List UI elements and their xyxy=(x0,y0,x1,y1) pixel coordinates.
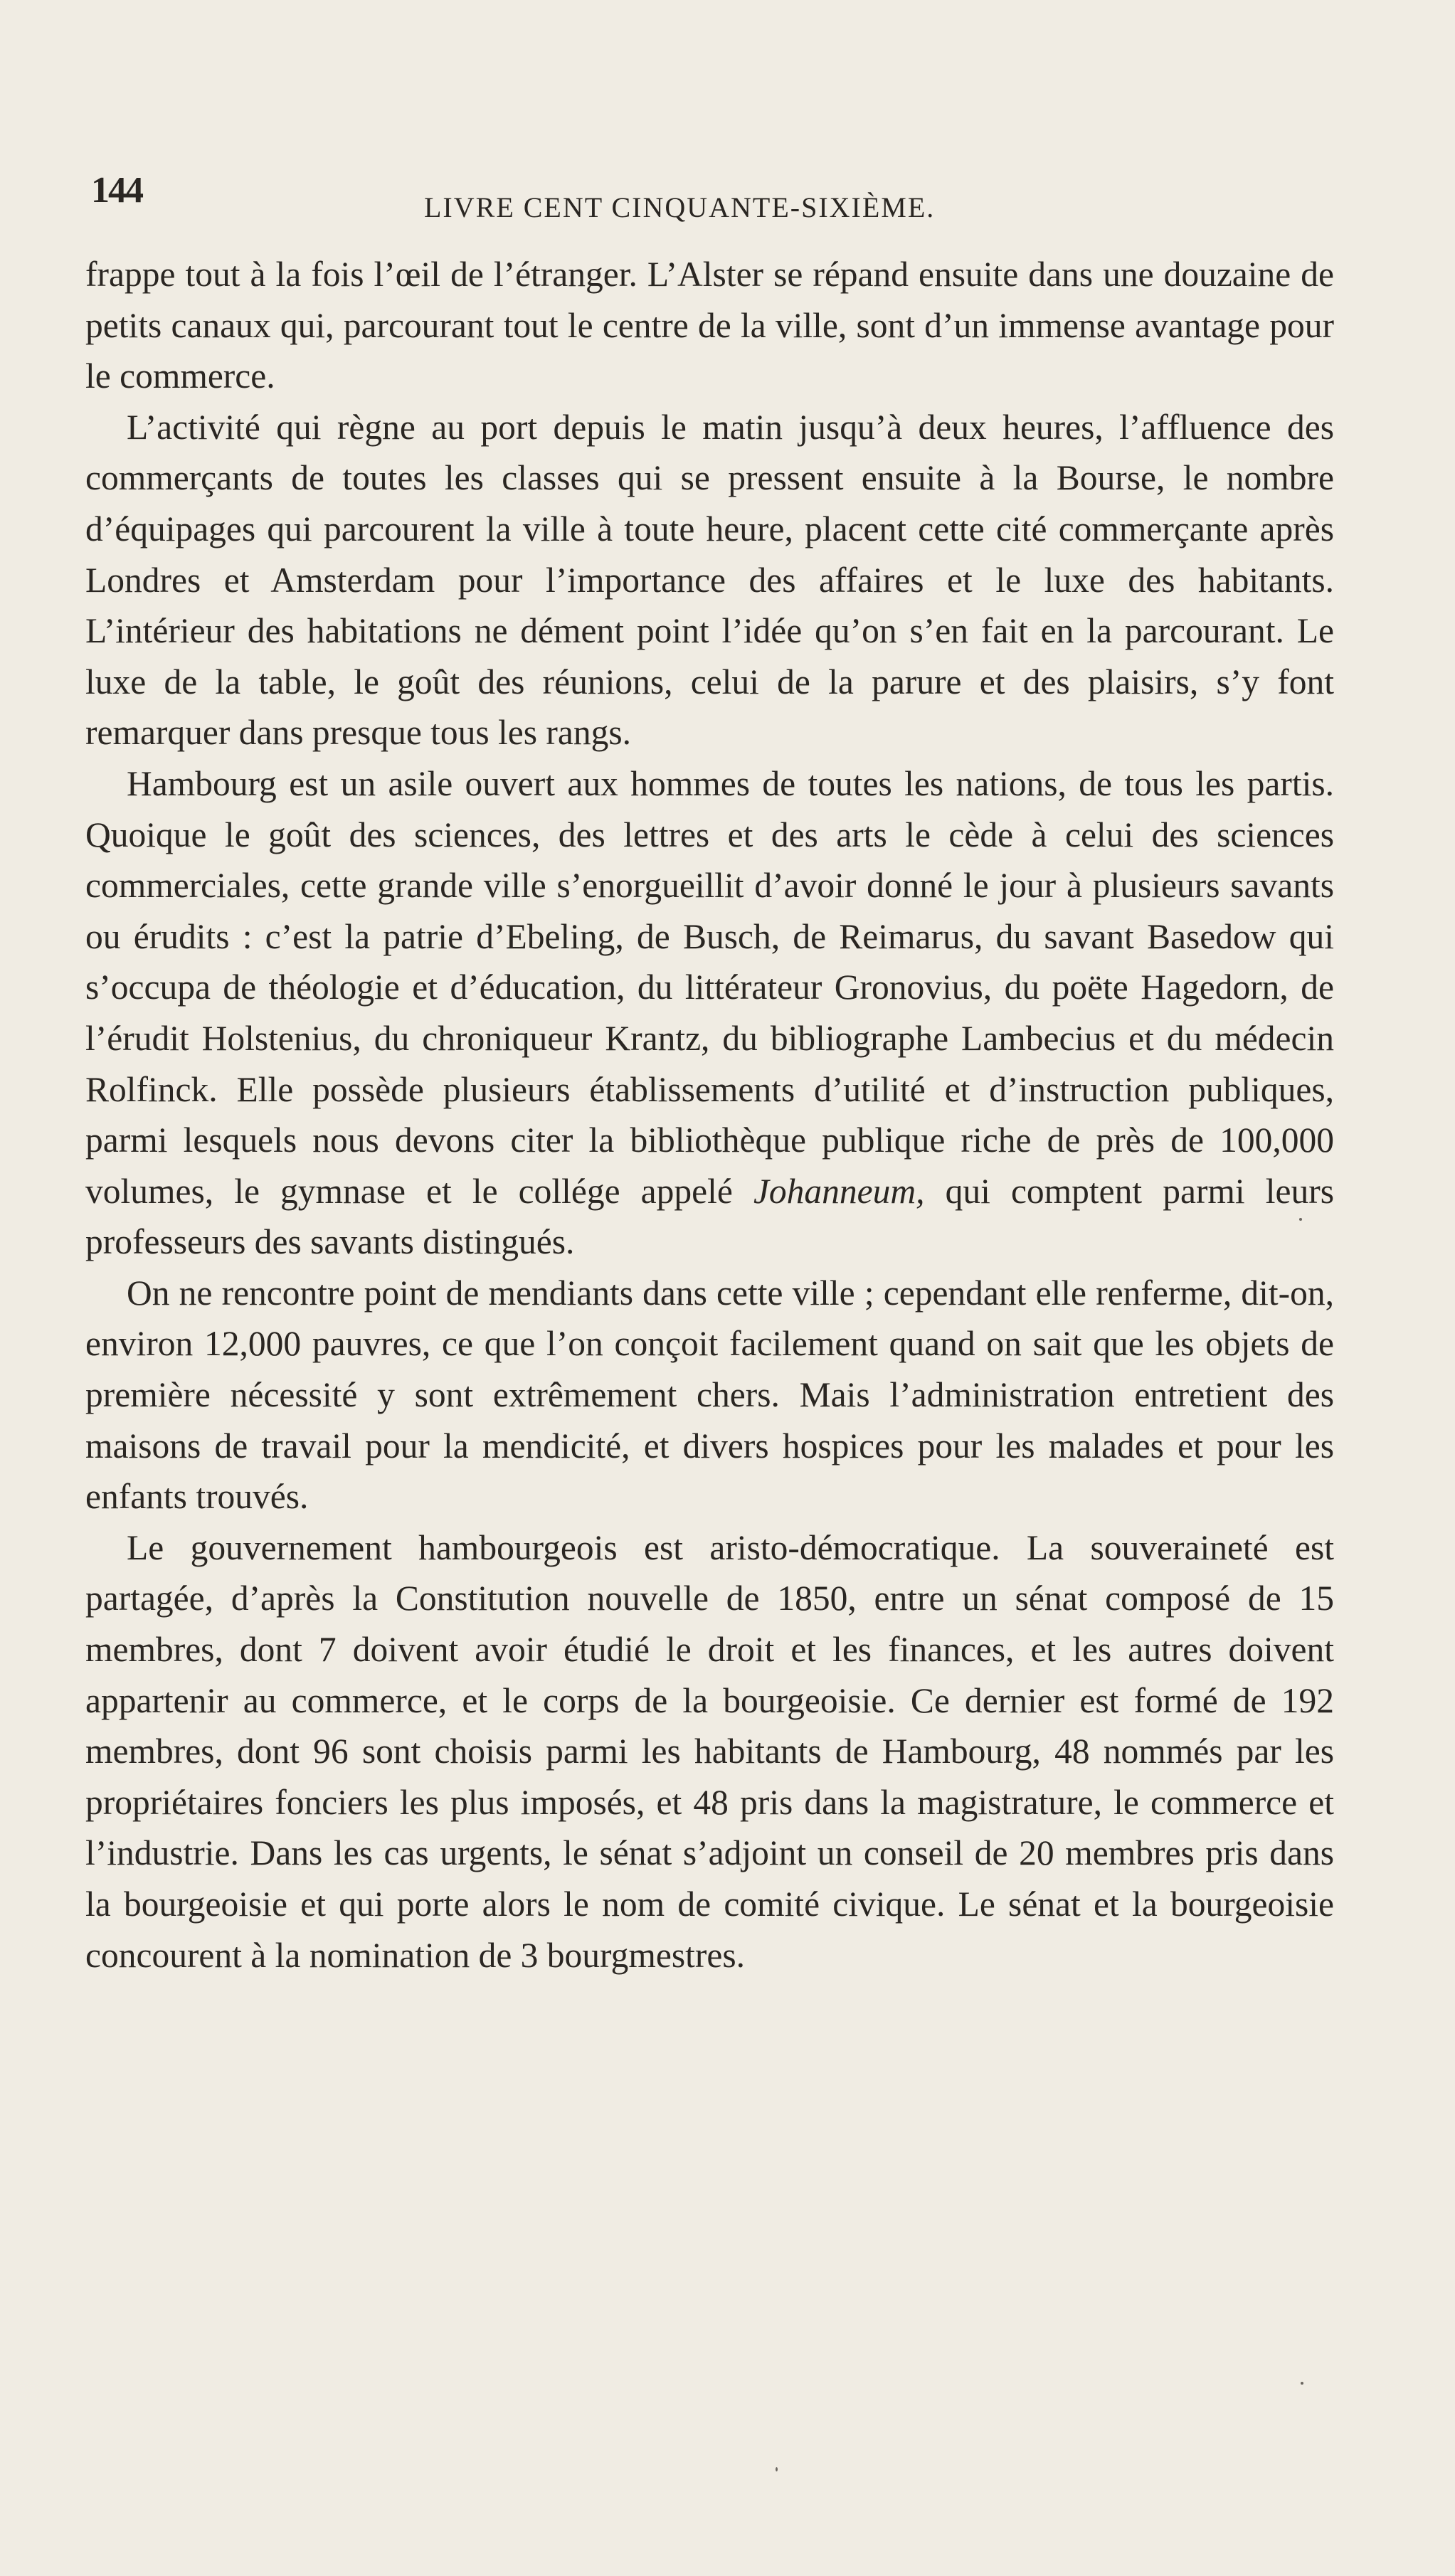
paragraph xyxy=(85,758,1334,1268)
paragraph: frappe tout à la fois l’œil de l’étranger. L’Alster se répand ensuite dans une douzaine de petits canaux qui, parcourant tout le centre de la ville, sont d’un immense avantage pour le commerce. xyxy=(85,255,1334,396)
italic-term: Johanneum, xyxy=(753,1171,925,1211)
paper-speck xyxy=(1299,1218,1302,1221)
paragraph: Le gouvernement hambourgeois est aristo-démocratique. La souveraineté est partagée, d’après la Constitution nouvelle de 1850, entre un sénat composé de 15 membres, dont 7 doivent avoir étudié le droit et les finances, et les autres doivent appartenir au commerce, et le corps de la bourgeoisie. Ce dernier est formé de 192 membres, dont 96 sont choisis parmi les habitants de Hambourg, 48 nommés par les propriétaires fonciers les plus imposés, et 48 pris dans la magistrature, le commerce et l’industrie. Dans les cas urgents, le sénat s’adjoint un conseil de 20 membres pris dans la bourgeoisie et qui porte alors le nom de comité civique. Le sénat et la bourgeoisie concourent à la nomination de 3 bourgmestres. xyxy=(85,1527,1334,1975)
paragraph-text: Hambourg est un asile ouvert aux hommes de toutes les nations, de tous les partis. Quoique le goût des sciences, des lettres et des arts le cède à celui des sciences commerciales, cette grande ville s’enorgueillit d’avoir donné le jour à plusieurs savants ou érudits : c’est la patrie d’Ebeling, de Busch, de Reimarus, du savant Basedow qui s’occupa de théologie et d’éducation, du littérateur Gronovius, du poëte Hagedorn, de l’érudit Holstenius, du chroniqueur Krantz, du bibliographe Lambecius et du médecin Rolfinck. Elle possède plusieurs établissements d’utilité et d’instruction publiques, parmi lesquels nous devons citer la bibliothèque publique riche de près de 100,000 volumes, le gymnase et le collége appelé xyxy=(85,763,1334,1211)
paper-speck xyxy=(776,2467,778,2471)
paragraph: L’activité qui règne au port depuis le matin jusqu’à deux heures, l’affluence des commerçants de toutes les classes qui se pressent ensuite à la Bourse, le nombre d’équipages qui parcourent la ville à toute heure, placent cette cité commerçante après Londres et Amsterdam pour l’importance des affaires et le luxe des habitants. L’intérieur des habitations ne dément point l’idée qu’on s’en fait en la parcourant. Le luxe de la table, le goût des réunions, celui de la parure et des plaisirs, s’y font remarquer dans presque tous les rangs. xyxy=(85,407,1334,753)
running-head: LIVRE CENT CINQUANTE-SIXIÈME. xyxy=(424,191,936,223)
page-header xyxy=(84,169,1333,223)
paragraph: On ne rencontre point de mendiants dans cette ville ; cependant elle renferme, dit-on, environ 12,000 pauvres, ce que l’on conçoit facilement quand on sait que les objets de première nécessité y sont extrêmement chers. Mais l’administration entretient des maisons de travail pour la mendicité, et divers hospices pour les malades et pour les enfants trouvés. xyxy=(85,1273,1334,1517)
page-number: 144 xyxy=(91,170,142,211)
paper-speck xyxy=(1301,2382,1303,2385)
paragraph-text: qui comptent parmi leurs professeurs des savants distingués. xyxy=(85,1171,1334,1262)
body-text xyxy=(85,249,1334,1981)
